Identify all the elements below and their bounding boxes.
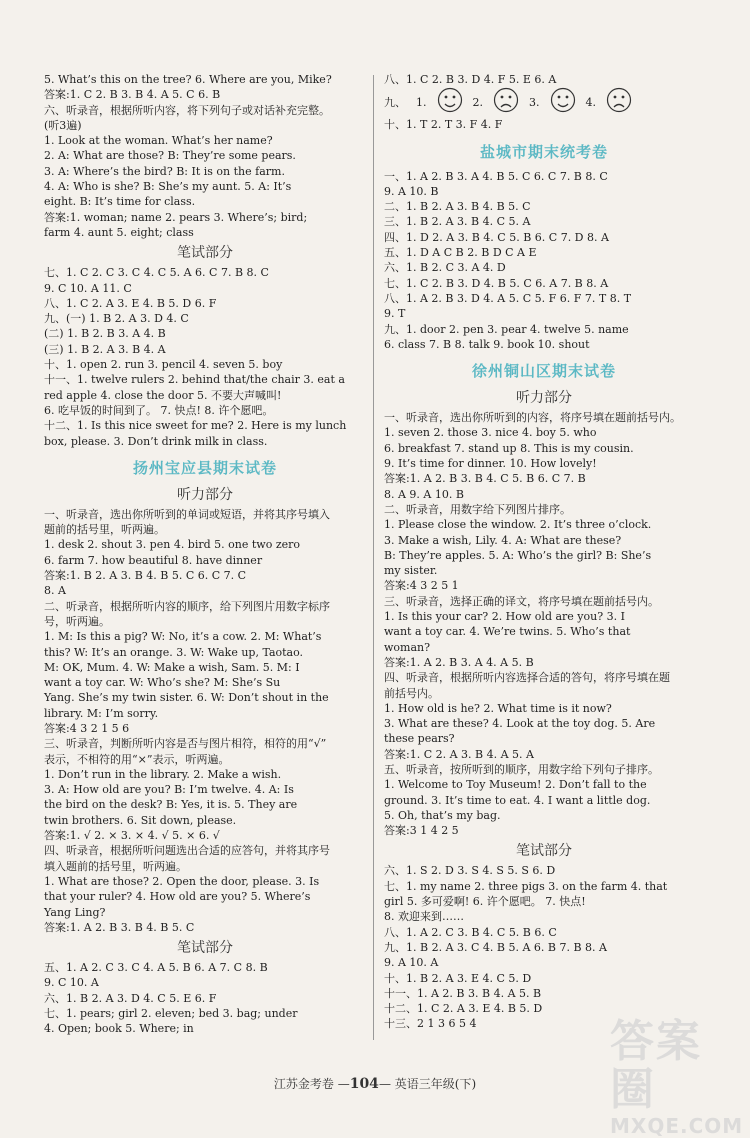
answer-line: Yang Ling? [44, 905, 106, 919]
right-column [384, 72, 704, 1032]
answer-line: 答案:1. A 2. B 3. B 4. C 5. B 6. C 7. B [384, 472, 586, 486]
answer-line: 十三、2 1 3 6 5 4 [384, 1017, 477, 1031]
answer-line: 五、1. D A C B 2. B D C A E [384, 246, 537, 260]
answer-line: 二、听录音，用数字给下列图片排序。 [384, 502, 571, 516]
faces-row [384, 87, 704, 117]
answer-line: 六、1. S 2. D 3. S 4. S 5. S 6. D [384, 864, 556, 878]
face-number: 3. [529, 95, 540, 109]
answer-line: library. M: I’m sorry. [44, 706, 159, 720]
answer-line: 六、1. B 2. C 3. A 4. D [384, 261, 506, 275]
answer-line: Yang. She’s my twin sister. 6. W: Don’t shout in the [44, 691, 329, 705]
answer-line: 3. Make a wish, Lily. 4. A: What are these? [384, 533, 622, 547]
answer-line: 九、1. B 2. A 3. C 4. B 5. A 6. B 7. B 8. A [384, 940, 607, 954]
answer-line: 表示，不相符的用“×”表示，听两遍。 [44, 752, 230, 766]
answer-line: 七、1. my name 2. three pigs 3. on the farm 4. that [384, 879, 668, 893]
answer-line: 答案:4 3 2 1 5 6 [44, 721, 130, 735]
answer-line: 五、1. A 2. C 3. C 4. A 5. B 6. A 7. C 8. B [44, 961, 268, 975]
answer-line: 3. What are these? 4. Look at the toy dog. 5. Are [384, 717, 656, 731]
exam-title: 徐州铜山区期末试卷 [471, 362, 616, 381]
answer-line: 八、1. C 2. B 3. D 4. F 5. E 6. A [384, 73, 557, 86]
answer-line: 六、听录音，根据所听内容，将下列句子或对话补充完整。 [44, 103, 330, 117]
answer-line: 答案:4 3 2 5 1 [384, 579, 459, 593]
happy-face-icon [550, 87, 576, 117]
answer-line: 四、1. D 2. A 3. B 4. C 5. B 6. C 7. D 8. A [384, 230, 609, 244]
answer-line: 一、听录音，选出你所听到的单词或短语，并将其序号填入 [44, 507, 330, 521]
answer-line: 四、听录音，根据所听问题选出合适的应答句，并将其序号 [44, 844, 330, 858]
answer-line: (三) 1. B 2. A 3. B 4. A [44, 342, 166, 356]
answer-line: 十、1. T 2. T 3. F 4. F [384, 118, 503, 132]
answer-line: 1. How old is he? 2. What time is it now? [384, 701, 612, 715]
answer-line: 十二、1. C 2. A 3. E 4. B 5. D [384, 1002, 543, 1016]
answer-line: 六、1. B 2. A 3. D 4. C 5. E 6. F [44, 991, 217, 1005]
answer-line: girl 5. 多可爱啊! 6. 许个愿吧。 7. 快点! [384, 895, 586, 909]
watermark-site-text: MXQE.COM [610, 1114, 744, 1138]
answer-line: want a toy car. W: Who’s she? M: She’s Su [44, 676, 281, 690]
answer-line: 1. What are those? 2. Open the door, please. 3. Is [44, 874, 320, 888]
answer-line: want a toy car. 4. We’re twins. 5. Who’s that [384, 625, 631, 639]
answer-line: 答案:1. C 2. B 3. B 4. A 5. C 6. B [44, 88, 221, 102]
answer-line: the bird on the desk? B: Yes, it is. 5. They are [44, 798, 298, 812]
answer-line: 1. Don’t run in the library. 2. Make a wish. [44, 767, 282, 781]
section-heading: 笔试部分 [177, 940, 233, 957]
answer-line: 6. breakfast 7. stand up 8. This is my cousin. [384, 441, 634, 455]
answer-line: 5. What’s this on the tree? 6. Where are you, Mike? [44, 73, 332, 86]
answer-line: 1. Look at the woman. What’s her name? [44, 134, 273, 148]
answer-line: 答案:1. B 2. A 3. B 4. B 5. C 6. C 7. C [44, 569, 247, 583]
faces-label: 九、 [384, 95, 406, 109]
answer-line: my sister. [384, 564, 438, 578]
answer-line: 七、1. pears; girl 2. eleven; bed 3. bag; under [44, 1007, 298, 1021]
answer-line: 八、1. A 2. B 3. D 4. A 5. C 5. F 6. F 7. T 8. T [384, 291, 632, 305]
answer-line: 八、1. C 2. A 3. E 4. B 5. D 6. F [44, 296, 217, 310]
answer-line: 6. 吃早饭的时间到了。 7. 快点! 8. 许个愿吧。 [44, 403, 274, 417]
answer-line: 十一、1. twelve rulers 2. behind that/the chair 3. eat a [44, 373, 345, 387]
watermark-big-text: 答案圈 [610, 1016, 702, 1115]
face-number: 2. [472, 95, 483, 109]
answer-line: 一、1. A 2. B 3. A 4. B 5. C 6. C 7. B 8. C [384, 169, 608, 183]
answer-line: 九、1. door 2. pen 3. pear 4. twelve 5. name [384, 322, 629, 336]
watermark-logo [610, 1016, 744, 1138]
answer-line: 二、1. B 2. A 3. B 4. B 5. C [384, 200, 531, 214]
answer-line: twin brothers. 6. Sit down, please. [44, 813, 237, 827]
answer-line: 三、听录音，选择正确的译文，将序号填在题前括号内。 [384, 594, 659, 608]
column-divider [373, 75, 374, 1040]
answer-line: box, please. 3. Don’t drink milk in class. [44, 434, 268, 448]
answer-line: 1. Please close the window. 2. It’s three o’clock. [384, 518, 652, 532]
answer-line: 答案:3 1 4 2 5 [384, 824, 459, 838]
sad-face-icon [493, 87, 519, 117]
answer-line: 1. seven 2. those 3. nice 4. boy 5. who [384, 426, 597, 440]
answer-line: B: They’re apples. 5. A: Who’s the girl? B: She’s [384, 548, 652, 562]
answer-line: 答案:1. C 2. A 3. B 4. A 5. A [384, 747, 534, 761]
answer-line: 答案:1. √ 2. × 3. × 4. √ 5. × 6. √ [44, 829, 220, 843]
answer-line: 9. C 10. A 11. C [44, 281, 132, 295]
answer-line: 6. farm 7. how beautiful 8. have dinner [44, 553, 263, 567]
answer-line: 3. A: How old are you? B: I’m twelve. 4. A: Is [44, 783, 294, 797]
answer-line: 9. A 10. A [384, 956, 439, 970]
answer-line: 1. Is this your car? 2. How old are you? 3. I [384, 610, 625, 624]
answer-line: red apple 4. close the door 5. 不要大声喊叫! [44, 388, 282, 402]
answer-line: M: OK, Mum. 4. W: Make a wish, Sam. 5. M: I [44, 660, 300, 674]
answer-line: (听3遍) [44, 118, 82, 132]
answer-line: 填入题前的括号里，听两遍。 [44, 859, 187, 873]
answer-line: 答案:1. A 2. B 3. A 4. A 5. B [384, 655, 534, 669]
answer-line: 前括号内。 [384, 686, 439, 700]
page-footer: 江苏金考卷 —104— 英语三年级(下) [273, 1076, 477, 1092]
answer-line: 二、听录音，根据所听内容的顺序，给下列图片用数字标序 [44, 599, 330, 613]
answer-line: that your ruler? 4. How old are you? 5. Where’s [44, 890, 311, 904]
exam-title: 扬州宝应县期末试卷 [132, 458, 277, 477]
answer-line: 七、1. C 2. C 3. C 4. C 5. A 6. C 7. B 8. C [44, 266, 269, 280]
exam-title: 盐城市期末统考卷 [479, 142, 608, 161]
left-column [44, 72, 366, 1037]
answer-line: 8. 欢迎来到…… [384, 910, 464, 924]
answer-line: 九、(一) 1. B 2. A 3. D 4. C [44, 312, 189, 326]
answer-line: this? W: It’s an orange. 3. W: Wake up, Taotao. [44, 645, 304, 659]
answer-line: 1. desk 2. shout 3. pen 4. bird 5. one two zero [44, 538, 301, 552]
answer-line: ground. 3. It’s time to eat. 4. I want a little dog. [384, 793, 651, 807]
answer-line: 8. A [44, 584, 66, 598]
face-number: 1. [416, 95, 427, 109]
sad-face-icon [606, 87, 632, 117]
answer-line: 三、听录音，判断所听内容是否与图片相符，相符的用“√” [44, 737, 327, 751]
answer-line: 4. Open; book 5. Where; in [44, 1022, 194, 1036]
section-heading: 笔试部分 [516, 843, 572, 860]
answer-line: 9. T [384, 307, 406, 321]
answer-line: 8. A 9. A 10. B [384, 487, 464, 501]
answer-line: 5. Oh, that’s my bag. [384, 808, 501, 822]
section-heading: 听力部分 [177, 486, 233, 503]
answer-line: 答案:1. A 2. B 3. B 4. B 5. C [44, 920, 195, 934]
page-number: 104 [349, 1076, 379, 1092]
section-heading: 听力部分 [516, 390, 572, 407]
answer-line: 1. M: Is this a pig? W: No, it’s a cow. 2. M: What’s [44, 630, 322, 644]
happy-face-icon [437, 87, 463, 117]
answer-line: 号，听两遍。 [44, 614, 110, 628]
answer-line: 1. Welcome to Toy Museum! 2. Don’t fall to the [384, 778, 647, 792]
answer-line: 八、1. A 2. C 3. B 4. C 5. B 6. C [384, 925, 557, 939]
answer-line: 十二、1. Is this nice sweet for me? 2. Here is my lunch [44, 419, 347, 433]
answer-line: 十、1. B 2. A 3. E 4. C 5. D [384, 971, 532, 985]
answer-line: 七、1. C 2. B 3. D 4. B 5. C 6. A 7. B 8. A [384, 276, 609, 290]
answer-line: 题前的括号里，听两遍。 [44, 523, 165, 537]
answer-line: 9. C 10. A [44, 976, 99, 990]
face-number: 4. [585, 95, 596, 109]
answer-line: 十、1. open 2. run 3. pencil 4. seven 5. boy [44, 358, 283, 372]
answer-line: (二) 1. B 2. B 3. A 4. B [44, 327, 166, 341]
answer-line: 6. class 7. B 8. talk 9. book 10. shout [384, 337, 590, 351]
answer-line: woman? [384, 640, 431, 654]
answer-line: farm 4. aunt 5. eight; class [44, 225, 194, 239]
answer-line: 四、听录音，根据所听内容选择合适的答句，将序号填在题 [384, 671, 670, 685]
answer-line: 3. A: Where’s the bird? B: It is on the farm. [44, 164, 285, 178]
answer-line: 9. A 10. B [384, 184, 439, 198]
section-heading: 笔试部分 [177, 245, 233, 262]
footer-book-title: 江苏金考卷 [273, 1077, 334, 1091]
answer-line: 9. It’s time for dinner. 10. How lovely! [384, 457, 597, 471]
footer-subject: 英语三年级(下) [394, 1077, 477, 1091]
answer-line: 五、听录音，按所听到的顺序，用数字给下列句子排序。 [384, 762, 659, 776]
answer-line: 一、听录音，选出你所听到的内容，将序号填在题前括号内。 [384, 411, 681, 425]
answer-line: eight. B: It’s time for class. [44, 195, 196, 209]
answer-line: these pears? [384, 732, 455, 746]
answer-line: 答案:1. woman; name 2. pears 3. Where’s; bird; [44, 210, 308, 224]
answer-line: 4. A: Who is she? B: She’s my aunt. 5. A: It’s [44, 180, 292, 194]
answer-line: 2. A: What are those? B: They’re some pears. [44, 149, 296, 163]
answer-line: 十一、1. A 2. B 3. B 4. A 5. B [384, 986, 542, 1000]
answer-line: 三、1. B 2. A 3. B 4. C 5. A [384, 215, 531, 229]
